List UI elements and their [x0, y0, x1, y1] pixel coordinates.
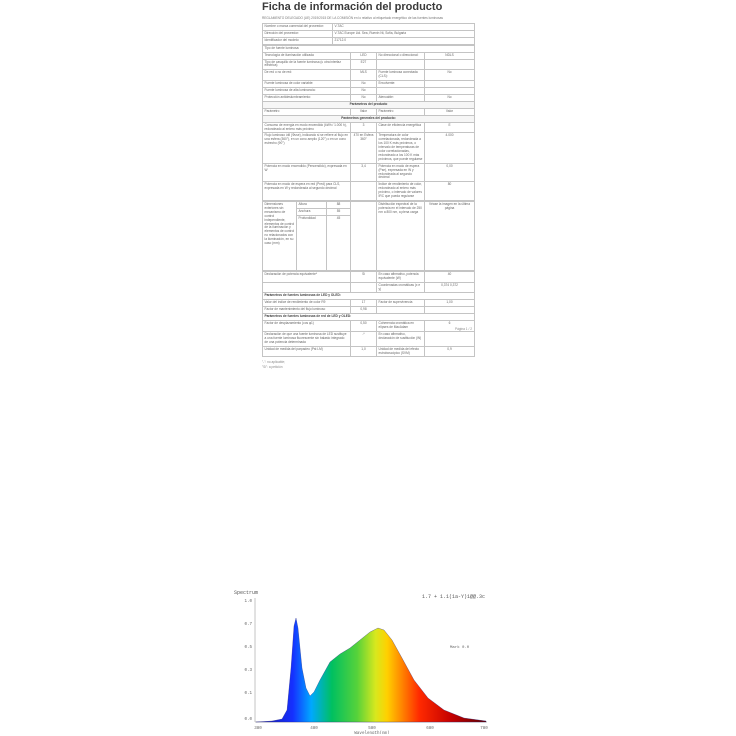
- chart-header: 1.7 + 1.1(1a-Y)1@@.3c: [422, 594, 486, 600]
- supplier-name-label: Nombre o marca comercial del proveedor:: [263, 24, 333, 31]
- column-header: Valor: [351, 108, 377, 115]
- footnote: "Si": a petición: [262, 365, 283, 370]
- x-tick-label: 480: [310, 727, 318, 731]
- table-row: [263, 282, 475, 293]
- table-cell: Si: [351, 271, 377, 282]
- table-cell: NDLS: [425, 52, 475, 59]
- table-cell: [263, 282, 351, 293]
- supplier-table: [262, 23, 475, 45]
- table-row: [263, 202, 475, 209]
- table-row: [263, 163, 475, 182]
- supplier-address-value: V-TAC Europe Ltd. Sea, Ruenin Nt, Sofia, Bulgaria: [333, 30, 475, 37]
- table-row: [263, 300, 475, 307]
- led-parameters-heading: Parámetros de fuentes luminosas de LED y OLED:: [263, 293, 475, 300]
- footnotes: [262, 360, 474, 370]
- table-cell: [425, 88, 475, 95]
- table-cell: 40: [425, 271, 475, 282]
- table-row: [263, 314, 475, 321]
- table-cell: E: [425, 122, 475, 133]
- table-row: [263, 331, 475, 346]
- table-cell: Valor del índice de rendimiento de color R9: [263, 300, 351, 307]
- table-cell: [377, 307, 425, 314]
- table-row: [263, 94, 475, 101]
- source-type-table: [262, 45, 475, 201]
- table-cell: -*: [351, 331, 377, 346]
- table-cell: 17: [351, 300, 377, 307]
- table-cell: Potencia en modo de espera en red (Pred) para CLS, expresada en W y redondeada al segundo decimal: [263, 182, 351, 201]
- spectral-distribution-label: Distribución espectral de la potencia en el intervalo de 250 nm a 800 nm, a plena carga: [377, 202, 425, 271]
- model-identifier-label: Identificador del modelo:: [263, 37, 333, 44]
- table-cell: 3,4: [351, 163, 377, 182]
- table-cell: Fuente luminosa de alta luminancia:: [263, 88, 351, 95]
- product-parameters-heading: Parámetros del producto: [263, 101, 475, 108]
- table-cell: Factor de desplazamiento (cos φ1): [263, 321, 351, 332]
- table-cell: Unidad de medida del efecto estroboscópico (SVM): [377, 346, 425, 357]
- footnote: "-": no aplicable;: [262, 360, 285, 365]
- table-cell: 6: [425, 321, 475, 332]
- y-tick-label: 1.0: [244, 600, 252, 604]
- depth-label: Profundidad: [297, 215, 327, 270]
- legend-note: Mark 0.0: [450, 646, 470, 650]
- height-value: 88: [327, 202, 351, 209]
- spectral-power-curve: [256, 618, 486, 722]
- table-row: [263, 101, 475, 108]
- source-type-heading: Tipo de fuente luminosa:: [263, 45, 475, 52]
- y-tick-label: 0.5: [244, 646, 252, 650]
- table-cell: LED: [351, 52, 377, 59]
- table-row: [263, 115, 475, 122]
- general-parameters-heading: Parámetros generales del producto:: [263, 115, 475, 122]
- table-cell: Consumo de energía en modo encendido (kWh / 1.000 h), redondeado al entero más próximo: [263, 122, 351, 133]
- table-row: [263, 24, 475, 31]
- table-cell: [425, 81, 475, 88]
- table-cell: [377, 59, 425, 70]
- table-row: [263, 52, 475, 59]
- table-cell: Atenuable:: [377, 94, 425, 101]
- product-information-sheet: [262, 0, 474, 370]
- table-row: [263, 70, 475, 81]
- led-parameters-table: [262, 271, 475, 358]
- table-row: [263, 37, 475, 44]
- spectrum-chart: [232, 588, 490, 734]
- table-row: [263, 108, 475, 115]
- regulation-intro: REGLAMENTO DELEGADO (UE) 2019/2015 DE LA COMISIÓN en lo relativo al etiquetado energético de las fuentes luminosas: [262, 16, 444, 20]
- table-cell: Fuente luminosa de color variable:: [263, 81, 351, 88]
- table-cell: 0,00: [425, 163, 475, 182]
- dimensions-label: Dimensiones exteriores sin mecanismo de control independiente, elementos de control de la iluminación y elementos de control no relacionados con la iluminación, en su caso (mm): [263, 202, 297, 271]
- y-tick-label: 0.7: [244, 623, 252, 627]
- table-cell: Clase de eficiencia energética: [377, 122, 425, 133]
- table-row: [263, 182, 475, 201]
- table-cell: Declaración de que una fuente luminosa de LED sustituye a una fuente luminosa fluorescente sin balasto integrado de una potencia determinada: [263, 331, 351, 346]
- table-cell: Coordenadas cromáticas (x e y): [377, 282, 425, 293]
- y-axis-label: Spectrum: [234, 590, 259, 596]
- supplier-address-label: Dirección del proveedor:: [263, 30, 333, 37]
- table-cell: No: [351, 81, 377, 88]
- table-cell: No: [351, 94, 377, 101]
- table-cell: E27: [351, 59, 377, 70]
- table-cell: 4.000: [425, 133, 475, 163]
- column-header: Valor: [425, 108, 475, 115]
- table-row: [263, 81, 475, 88]
- table-cell: En caso afirmativo, potencia equivalente (W): [377, 271, 425, 282]
- width-value: 55: [327, 208, 351, 215]
- table-cell: Potencia en modo encendido (Pencendido), expresada en W: [263, 163, 351, 182]
- page-title: Ficha de información del producto: [262, 1, 443, 13]
- table-cell: Fuente luminosa conectada (CLS):: [377, 70, 425, 81]
- column-header: Parámetro: [377, 108, 425, 115]
- table-row: [263, 45, 475, 52]
- table-cell: 0,98: [351, 307, 377, 314]
- table-cell: Factor de supervivencia: [377, 300, 425, 307]
- table-cell: 0,9: [425, 346, 475, 357]
- table-cell: Índice de rendimiento de color, redondeado al entero más próximo, o intervalo de valores IRC que pueda regularse: [377, 182, 425, 201]
- table-cell: Coherencia cromática en elipses de MacAdam: [377, 321, 425, 332]
- table-cell: No direccional o direccional:: [377, 52, 425, 59]
- table-cell: 0,374 0,372: [425, 282, 475, 293]
- table-cell: No: [425, 94, 475, 101]
- table-cell: Temperatura de color correlacionada, redondeada a los 100 K más próximos, o intervalo de temperaturas de color correlacionadas, redondeado a los 100 K más próximos, que puede regularse: [377, 133, 425, 163]
- table-row: [263, 293, 475, 300]
- table-row: [263, 321, 475, 332]
- column-header: Parámetro: [263, 108, 351, 115]
- table-cell: [351, 282, 377, 293]
- table-cell: 1,00: [425, 300, 475, 307]
- depth-value: 45: [327, 215, 351, 270]
- model-identifier-value: 21712.0: [333, 37, 475, 44]
- table-cell: Protección antideslumbramiento:: [263, 94, 351, 101]
- table-cell: MLS: [351, 70, 377, 81]
- table-cell: 1,0: [351, 346, 377, 357]
- table-cell: Tecnología de iluminación utilizada: [263, 52, 351, 59]
- table-cell: Factor de mantenimiento del flujo luminoso: [263, 307, 351, 314]
- y-tick-label: 0.0: [244, 718, 252, 722]
- table-cell: De red o no de red:: [263, 70, 351, 81]
- x-tick-label: 780: [480, 727, 488, 731]
- table-cell: [351, 202, 377, 271]
- y-tick-label: 0.1: [244, 692, 252, 696]
- spectral-distribution-value: Véase la imagen en la última página: [425, 202, 475, 271]
- x-tick-label: 380: [254, 727, 262, 731]
- height-label: Altura: [297, 202, 327, 209]
- supplier-name-value: V-TAC: [333, 24, 475, 31]
- x-tick-label: 580: [368, 727, 376, 731]
- table-row: [263, 307, 475, 314]
- table-row: [263, 88, 475, 95]
- table-cell: 3: [351, 122, 377, 133]
- table-row: [263, 122, 475, 133]
- x-tick-label: 680: [426, 727, 434, 731]
- table-cell: 80: [425, 182, 475, 201]
- table-cell: Tipo de casquillo de la fuente luminosa (u otra interfaz eléctrica): [263, 59, 351, 70]
- table-row: [263, 346, 475, 357]
- table-cell: [377, 88, 425, 95]
- table-cell: 0,50: [351, 321, 377, 332]
- table-cell: Declaración de potencia equivalente*: [263, 271, 351, 282]
- table-cell: No: [351, 88, 377, 95]
- table-cell: [351, 182, 377, 201]
- table-cell: Flujo luminoso útil (Φuse), indicando si se refiere al flujo en una esfera (360°), en un cono amplio (120°) o en un cono estrecho (90°): [263, 133, 351, 163]
- table-cell: En caso afirmativo, declaración de sustitución (W): [377, 331, 425, 346]
- y-tick-label: 0.3: [244, 669, 252, 673]
- table-cell: Envolvente:: [377, 81, 425, 88]
- table-cell: [425, 307, 475, 314]
- width-label: Anchura: [297, 208, 327, 215]
- table-cell: [425, 59, 475, 70]
- dimensions-table: [262, 201, 475, 271]
- table-row: [263, 133, 475, 163]
- table-row: [263, 30, 475, 37]
- table-cell: Unidad de medida del parpadeo (Pst LM): [263, 346, 351, 357]
- table-cell: Potencia en modo de espera (Pse), expresada en W y redondeada al segundo decimal: [377, 163, 425, 182]
- table-row: [263, 271, 475, 282]
- mains-parameters-heading: Parámetros de fuentes luminosas de red de LED y OLED:: [263, 314, 475, 321]
- table-cell: 470 en Esfera 360°: [351, 133, 377, 163]
- page-note: Página 1 / 2: [455, 327, 473, 331]
- table-cell: [425, 331, 475, 346]
- table-row: [263, 59, 475, 70]
- x-axis-label: Wavelength(nm): [354, 732, 390, 734]
- table-cell: No: [425, 70, 475, 81]
